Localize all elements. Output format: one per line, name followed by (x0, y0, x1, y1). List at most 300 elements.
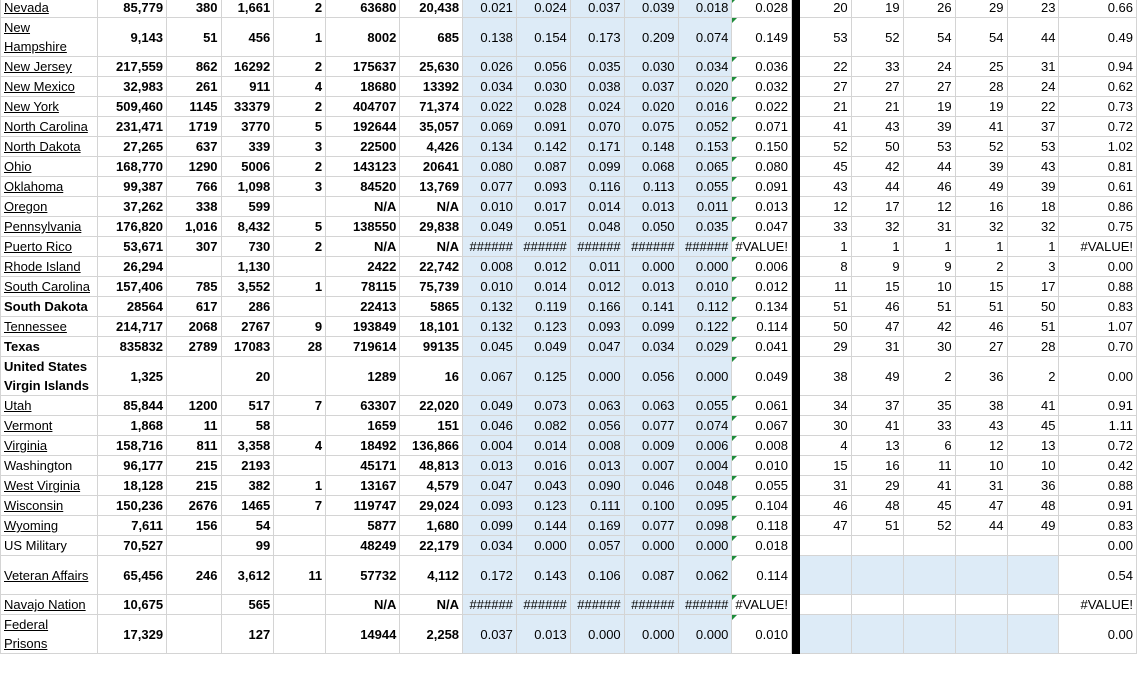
table-cell[interactable]: 19 (903, 97, 955, 117)
table-cell[interactable]: 0.068 (624, 157, 678, 177)
table-cell[interactable]: 0.099 (624, 317, 678, 337)
table-cell[interactable]: ###### (570, 237, 624, 257)
table-cell[interactable]: 175637 (326, 57, 400, 77)
table-cell[interactable]: 0.069 (463, 117, 517, 137)
table-cell[interactable]: 19 (851, 0, 903, 18)
table-cell[interactable]: 214,717 (97, 317, 166, 337)
row-name-link[interactable]: Oregon (1, 197, 98, 217)
table-cell[interactable]: 28564 (97, 297, 166, 317)
table-cell[interactable]: 27 (851, 77, 903, 97)
row-name-link[interactable]: Nevada (1, 0, 98, 18)
table-cell[interactable]: 1 (274, 277, 326, 297)
table-cell[interactable]: 156 (167, 516, 221, 536)
table-cell[interactable]: 0.104 (732, 496, 792, 516)
table-cell[interactable]: 2789 (167, 337, 221, 357)
table-cell[interactable]: 0.013 (624, 197, 678, 217)
table-cell[interactable]: 41 (851, 416, 903, 436)
table-cell[interactable]: 0.000 (570, 357, 624, 396)
table-cell[interactable]: 25 (955, 57, 1007, 77)
table-cell[interactable]: 0.125 (516, 357, 570, 396)
table-cell[interactable]: 0.038 (570, 77, 624, 97)
table-cell[interactable]: 51 (167, 18, 221, 57)
table-cell[interactable]: 0.011 (570, 257, 624, 277)
table-cell[interactable]: 99135 (400, 337, 463, 357)
row-name-link[interactable]: New Mexico (1, 77, 98, 97)
table-cell[interactable]: 176,820 (97, 217, 166, 237)
table-cell[interactable]: 0.074 (678, 18, 732, 57)
table-cell[interactable]: 0.00 (1059, 357, 1137, 396)
table-cell[interactable]: 1,130 (221, 257, 274, 277)
table-cell[interactable]: 1,680 (400, 516, 463, 536)
table-cell[interactable]: 32,983 (97, 77, 166, 97)
table-cell[interactable]: 0.123 (516, 317, 570, 337)
table-cell[interactable] (274, 456, 326, 476)
table-cell[interactable] (903, 595, 955, 615)
table-cell[interactable]: 8002 (326, 18, 400, 57)
table-cell[interactable]: 158,716 (97, 436, 166, 456)
table-cell[interactable]: 51 (851, 516, 903, 536)
table-cell[interactable]: 38 (799, 357, 851, 396)
table-cell[interactable]: 27 (799, 77, 851, 97)
table-cell[interactable]: 29,838 (400, 217, 463, 237)
table-cell[interactable]: 0.116 (570, 177, 624, 197)
table-cell[interactable]: 85,779 (97, 0, 166, 18)
table-cell[interactable] (955, 556, 1007, 595)
table-cell[interactable]: 0.134 (463, 137, 517, 157)
table-cell[interactable]: 0.150 (732, 137, 792, 157)
table-cell[interactable]: 1,325 (97, 357, 166, 396)
table-cell[interactable]: 30 (799, 416, 851, 436)
table-cell[interactable]: 0.077 (624, 516, 678, 536)
row-name-link[interactable]: West Virginia (1, 476, 98, 496)
table-cell[interactable]: 0.73 (1059, 97, 1137, 117)
table-cell[interactable]: 766 (167, 177, 221, 197)
table-cell[interactable]: 28 (955, 77, 1007, 97)
table-cell[interactable]: 0.100 (624, 496, 678, 516)
table-cell[interactable]: 811 (167, 436, 221, 456)
table-cell[interactable]: 0.070 (570, 117, 624, 137)
table-cell[interactable]: 39 (903, 117, 955, 137)
table-cell[interactable]: 54 (955, 18, 1007, 57)
table-cell[interactable]: 0.172 (463, 556, 517, 595)
table-cell[interactable]: 1289 (326, 357, 400, 396)
table-cell[interactable]: 1 (274, 18, 326, 57)
table-cell[interactable]: 0.014 (570, 197, 624, 217)
table-cell[interactable]: 22413 (326, 297, 400, 317)
table-cell[interactable]: 31 (955, 476, 1007, 496)
table-cell[interactable]: 2068 (167, 317, 221, 337)
table-cell[interactable]: 1,098 (221, 177, 274, 197)
table-cell[interactable]: 30 (903, 337, 955, 357)
table-cell[interactable]: 4 (274, 77, 326, 97)
table-cell[interactable]: 32 (955, 217, 1007, 237)
table-cell[interactable]: 0.052 (678, 117, 732, 137)
table-cell[interactable]: 0.010 (463, 277, 517, 297)
table-cell[interactable]: 785 (167, 277, 221, 297)
table-cell[interactable]: 1,016 (167, 217, 221, 237)
table-cell[interactable]: 0.00 (1059, 536, 1137, 556)
table-cell[interactable]: 3770 (221, 117, 274, 137)
table-cell[interactable]: 0.66 (1059, 0, 1137, 18)
table-cell[interactable]: 58 (221, 416, 274, 436)
table-cell[interactable]: 18680 (326, 77, 400, 97)
table-cell[interactable]: 13167 (326, 476, 400, 496)
table-cell[interactable]: 13392 (400, 77, 463, 97)
table-cell[interactable]: 0.017 (516, 197, 570, 217)
table-cell[interactable]: 17083 (221, 337, 274, 357)
table-cell[interactable]: 46 (903, 177, 955, 197)
table-cell[interactable]: 0.036 (732, 57, 792, 77)
table-cell[interactable]: 45171 (326, 456, 400, 476)
table-cell[interactable]: N/A (326, 197, 400, 217)
table-cell[interactable]: 730 (221, 237, 274, 257)
table-cell[interactable]: #VALUE! (732, 237, 792, 257)
table-cell[interactable]: 9 (851, 257, 903, 277)
table-cell[interactable]: 47 (851, 317, 903, 337)
table-cell[interactable]: 509,460 (97, 97, 166, 117)
table-cell[interactable] (851, 556, 903, 595)
table-cell[interactable]: 3,612 (221, 556, 274, 595)
table-cell[interactable]: 0.209 (624, 18, 678, 57)
table-cell[interactable]: 0.138 (463, 18, 517, 57)
table-cell[interactable]: 0.006 (732, 257, 792, 277)
table-cell[interactable]: 49 (955, 177, 1007, 197)
table-cell[interactable]: 0.034 (624, 337, 678, 357)
table-cell[interactable]: 26,294 (97, 257, 166, 277)
table-cell[interactable]: 0.026 (463, 57, 517, 77)
table-cell[interactable]: 1,661 (221, 0, 274, 18)
table-cell[interactable]: 0.114 (732, 317, 792, 337)
table-cell[interactable]: 21 (851, 97, 903, 117)
table-cell[interactable]: 16 (400, 357, 463, 396)
table-cell[interactable]: 32 (851, 217, 903, 237)
table-cell[interactable]: 1,868 (97, 416, 166, 436)
table-cell[interactable]: 47 (955, 496, 1007, 516)
table-cell[interactable]: 24 (1007, 77, 1059, 97)
table-cell[interactable]: 52 (955, 137, 1007, 157)
table-cell[interactable]: 0.056 (516, 57, 570, 77)
table-cell[interactable]: ###### (624, 595, 678, 615)
table-cell[interactable]: 0.061 (732, 396, 792, 416)
table-cell[interactable]: 36 (1007, 476, 1059, 496)
table-cell[interactable]: 599 (221, 197, 274, 217)
table-cell[interactable]: 9 (903, 257, 955, 277)
table-cell[interactable]: 46 (851, 297, 903, 317)
table-cell[interactable] (274, 357, 326, 396)
table-cell[interactable]: 0.012 (516, 257, 570, 277)
table-cell[interactable]: 29,024 (400, 496, 463, 516)
table-cell[interactable]: #VALUE! (732, 595, 792, 615)
table-cell[interactable]: 6 (903, 436, 955, 456)
table-cell[interactable]: 0.000 (624, 615, 678, 654)
table-cell[interactable]: 3,358 (221, 436, 274, 456)
table-cell[interactable]: 0.148 (624, 137, 678, 157)
table-cell[interactable]: 119747 (326, 496, 400, 516)
table-cell[interactable]: 2,258 (400, 615, 463, 654)
table-cell[interactable]: 63307 (326, 396, 400, 416)
table-cell[interactable]: 31 (1007, 57, 1059, 77)
table-cell[interactable]: 13,769 (400, 177, 463, 197)
table-cell[interactable] (799, 556, 851, 595)
table-cell[interactable]: 0.046 (624, 476, 678, 496)
table-cell[interactable]: ###### (678, 237, 732, 257)
table-cell[interactable]: 0.111 (570, 496, 624, 516)
table-cell[interactable]: 2676 (167, 496, 221, 516)
table-cell[interactable]: 0.000 (624, 536, 678, 556)
table-cell[interactable]: 192644 (326, 117, 400, 137)
table-cell[interactable] (799, 536, 851, 556)
table-cell[interactable]: 42 (851, 157, 903, 177)
table-cell[interactable]: ###### (570, 595, 624, 615)
table-cell[interactable]: 34 (799, 396, 851, 416)
table-cell[interactable]: 42 (903, 317, 955, 337)
table-cell[interactable]: 0.046 (463, 416, 517, 436)
table-cell[interactable]: 17 (851, 197, 903, 217)
table-cell[interactable]: 12 (955, 436, 1007, 456)
table-cell[interactable]: 18,101 (400, 317, 463, 337)
table-cell[interactable]: 13 (1007, 436, 1059, 456)
table-cell[interactable]: 4,112 (400, 556, 463, 595)
table-cell[interactable]: 20641 (400, 157, 463, 177)
table-cell[interactable]: 0.022 (463, 97, 517, 117)
table-cell[interactable]: 215 (167, 456, 221, 476)
row-name-link[interactable]: New Jersey (1, 57, 98, 77)
table-cell[interactable] (167, 595, 221, 615)
table-cell[interactable]: 0.112 (678, 297, 732, 317)
table-cell[interactable]: 54 (221, 516, 274, 536)
table-cell[interactable]: 565 (221, 595, 274, 615)
table-cell[interactable]: 44 (851, 177, 903, 197)
table-cell[interactable]: 307 (167, 237, 221, 257)
table-cell[interactable]: 0.016 (516, 456, 570, 476)
table-cell[interactable]: 0.077 (624, 416, 678, 436)
table-cell[interactable]: ###### (516, 595, 570, 615)
table-cell[interactable] (851, 595, 903, 615)
table-cell[interactable]: 215 (167, 476, 221, 496)
table-cell[interactable]: 41 (903, 476, 955, 496)
table-cell[interactable]: 0.047 (463, 476, 517, 496)
table-cell[interactable]: 835832 (97, 337, 166, 357)
table-cell[interactable]: 0.142 (516, 137, 570, 157)
table-cell[interactable]: 0.021 (463, 0, 517, 18)
table-cell[interactable] (955, 615, 1007, 654)
table-cell[interactable]: 16 (851, 456, 903, 476)
table-cell[interactable]: 0.149 (732, 18, 792, 57)
table-cell[interactable]: 0.093 (570, 317, 624, 337)
table-cell[interactable]: 862 (167, 57, 221, 77)
table-cell[interactable]: 10,675 (97, 595, 166, 615)
table-cell[interactable]: 0.70 (1059, 337, 1137, 357)
table-cell[interactable]: 0.055 (732, 476, 792, 496)
table-cell[interactable]: 0.032 (732, 77, 792, 97)
table-cell[interactable]: 0.055 (678, 177, 732, 197)
table-cell[interactable] (851, 536, 903, 556)
table-cell[interactable]: 0.030 (624, 57, 678, 77)
table-cell[interactable]: 1 (955, 237, 1007, 257)
table-cell[interactable]: 0.024 (570, 97, 624, 117)
table-cell[interactable]: 0.095 (678, 496, 732, 516)
table-cell[interactable]: 51 (799, 297, 851, 317)
table-cell[interactable] (167, 615, 221, 654)
table-cell[interactable]: 32 (1007, 217, 1059, 237)
table-cell[interactable]: 43 (1007, 157, 1059, 177)
table-cell[interactable]: 150,236 (97, 496, 166, 516)
table-cell[interactable]: 12 (799, 197, 851, 217)
table-cell[interactable]: 0.42 (1059, 456, 1137, 476)
table-cell[interactable]: 0.91 (1059, 396, 1137, 416)
table-cell[interactable]: 231,471 (97, 117, 166, 137)
table-cell[interactable]: 7 (274, 396, 326, 416)
table-cell[interactable]: 51 (955, 297, 1007, 317)
table-cell[interactable]: 5 (274, 217, 326, 237)
table-cell[interactable]: 15 (851, 277, 903, 297)
table-cell[interactable]: 0.000 (678, 536, 732, 556)
table-cell[interactable]: 15 (955, 277, 1007, 297)
table-cell[interactable]: N/A (326, 595, 400, 615)
table-cell[interactable]: 75,739 (400, 277, 463, 297)
table-cell[interactable]: 27 (903, 77, 955, 97)
table-cell[interactable]: 27 (955, 337, 1007, 357)
table-cell[interactable] (1007, 615, 1059, 654)
table-cell[interactable]: 0.004 (463, 436, 517, 456)
table-cell[interactable] (1007, 536, 1059, 556)
table-cell[interactable]: 0.132 (463, 297, 517, 317)
table-cell[interactable]: 0.018 (678, 0, 732, 18)
table-cell[interactable]: 15 (799, 456, 851, 476)
table-cell[interactable]: 0.030 (516, 77, 570, 97)
table-cell[interactable]: 4 (799, 436, 851, 456)
table-cell[interactable]: 0.83 (1059, 516, 1137, 536)
table-cell[interactable]: 18 (1007, 197, 1059, 217)
table-cell[interactable]: 37 (851, 396, 903, 416)
table-cell[interactable]: 0.087 (624, 556, 678, 595)
table-cell[interactable]: 0.020 (624, 97, 678, 117)
table-cell[interactable]: 44 (1007, 18, 1059, 57)
row-name-link[interactable]: Wisconsin (1, 496, 98, 516)
table-cell[interactable]: 217,559 (97, 57, 166, 77)
table-cell[interactable]: 246 (167, 556, 221, 595)
table-cell[interactable]: 0.037 (624, 77, 678, 97)
table-cell[interactable]: 31 (851, 337, 903, 357)
row-name-link[interactable]: North Carolina (1, 117, 98, 137)
table-cell[interactable]: 0.080 (732, 157, 792, 177)
table-cell[interactable] (167, 357, 221, 396)
table-cell[interactable]: 37 (1007, 117, 1059, 137)
table-cell[interactable]: 2193 (221, 456, 274, 476)
table-cell[interactable] (799, 595, 851, 615)
table-cell[interactable]: #VALUE! (1059, 595, 1137, 615)
table-cell[interactable]: 0.122 (678, 317, 732, 337)
row-name-link[interactable]: Texas (1, 337, 98, 357)
table-cell[interactable]: 339 (221, 137, 274, 157)
table-cell[interactable]: 1 (1007, 237, 1059, 257)
row-name-link[interactable]: South Dakota (1, 297, 98, 317)
table-cell[interactable]: 71,374 (400, 97, 463, 117)
table-cell[interactable]: 48 (1007, 496, 1059, 516)
table-cell[interactable]: 0.004 (678, 456, 732, 476)
table-cell[interactable]: 7 (274, 496, 326, 516)
table-cell[interactable]: 53,671 (97, 237, 166, 257)
row-name-link[interactable]: Navajo Nation (1, 595, 98, 615)
row-name-link[interactable]: South Carolina (1, 277, 98, 297)
table-cell[interactable]: 0.94 (1059, 57, 1137, 77)
table-cell[interactable]: 11 (903, 456, 955, 476)
table-cell[interactable]: N/A (326, 237, 400, 257)
table-cell[interactable]: 22,020 (400, 396, 463, 416)
row-name-link[interactable]: Federal Prisons (1, 615, 98, 654)
table-cell[interactable]: 637 (167, 137, 221, 157)
table-cell[interactable]: 0.83 (1059, 297, 1137, 317)
table-cell[interactable]: 10 (1007, 456, 1059, 476)
table-cell[interactable]: 0.077 (463, 177, 517, 197)
table-cell[interactable]: 136,866 (400, 436, 463, 456)
table-cell[interactable]: 8,432 (221, 217, 274, 237)
table-cell[interactable]: 0.055 (678, 396, 732, 416)
table-cell[interactable]: 99,387 (97, 177, 166, 197)
table-cell[interactable]: 46 (955, 317, 1007, 337)
table-cell[interactable]: 22 (1007, 97, 1059, 117)
table-cell[interactable]: 41 (799, 117, 851, 137)
table-cell[interactable]: 20,438 (400, 0, 463, 18)
table-cell[interactable]: 18,128 (97, 476, 166, 496)
table-cell[interactable]: 0.024 (516, 0, 570, 18)
table-cell[interactable]: 0.012 (570, 277, 624, 297)
table-cell[interactable]: 4,426 (400, 137, 463, 157)
table-cell[interactable]: 0.154 (516, 18, 570, 57)
table-cell[interactable]: 0.010 (732, 456, 792, 476)
table-cell[interactable]: 0.72 (1059, 436, 1137, 456)
table-cell[interactable]: 10 (955, 456, 1007, 476)
row-name-link[interactable]: Utah (1, 396, 98, 416)
table-cell[interactable]: 0.86 (1059, 197, 1137, 217)
table-cell[interactable]: 0.049 (463, 217, 517, 237)
table-cell[interactable]: 1659 (326, 416, 400, 436)
table-cell[interactable] (955, 595, 1007, 615)
table-cell[interactable]: 9 (274, 317, 326, 337)
table-cell[interactable]: 0.153 (678, 137, 732, 157)
table-cell[interactable]: 0.010 (732, 615, 792, 654)
table-cell[interactable]: 0.013 (463, 456, 517, 476)
table-cell[interactable]: 3 (274, 137, 326, 157)
table-cell[interactable]: 45 (1007, 416, 1059, 436)
table-cell[interactable]: 0.093 (463, 496, 517, 516)
row-name-link[interactable]: New Hampshire (1, 18, 98, 57)
table-cell[interactable]: 1.07 (1059, 317, 1137, 337)
row-name-link[interactable]: Tennessee (1, 317, 98, 337)
table-cell[interactable]: 25,630 (400, 57, 463, 77)
table-cell[interactable]: 0.080 (463, 157, 517, 177)
table-cell[interactable]: 0.008 (732, 436, 792, 456)
table-cell[interactable]: 49 (851, 357, 903, 396)
table-cell[interactable]: 0.098 (678, 516, 732, 536)
table-cell[interactable]: 26 (903, 0, 955, 18)
table-cell[interactable]: 22500 (326, 137, 400, 157)
table-cell[interactable] (1007, 595, 1059, 615)
table-cell[interactable]: 138550 (326, 217, 400, 237)
table-cell[interactable]: 1 (799, 237, 851, 257)
table-cell[interactable]: 0.048 (570, 217, 624, 237)
table-cell[interactable] (274, 595, 326, 615)
table-cell[interactable]: 286 (221, 297, 274, 317)
table-cell[interactable]: 0.099 (463, 516, 517, 536)
table-cell[interactable]: 45 (903, 496, 955, 516)
table-cell[interactable]: 39 (955, 157, 1007, 177)
table-cell[interactable]: 13 (851, 436, 903, 456)
table-cell[interactable]: 456 (221, 18, 274, 57)
table-cell[interactable] (274, 257, 326, 277)
table-cell[interactable]: 3 (1007, 257, 1059, 277)
table-cell[interactable] (167, 536, 221, 556)
